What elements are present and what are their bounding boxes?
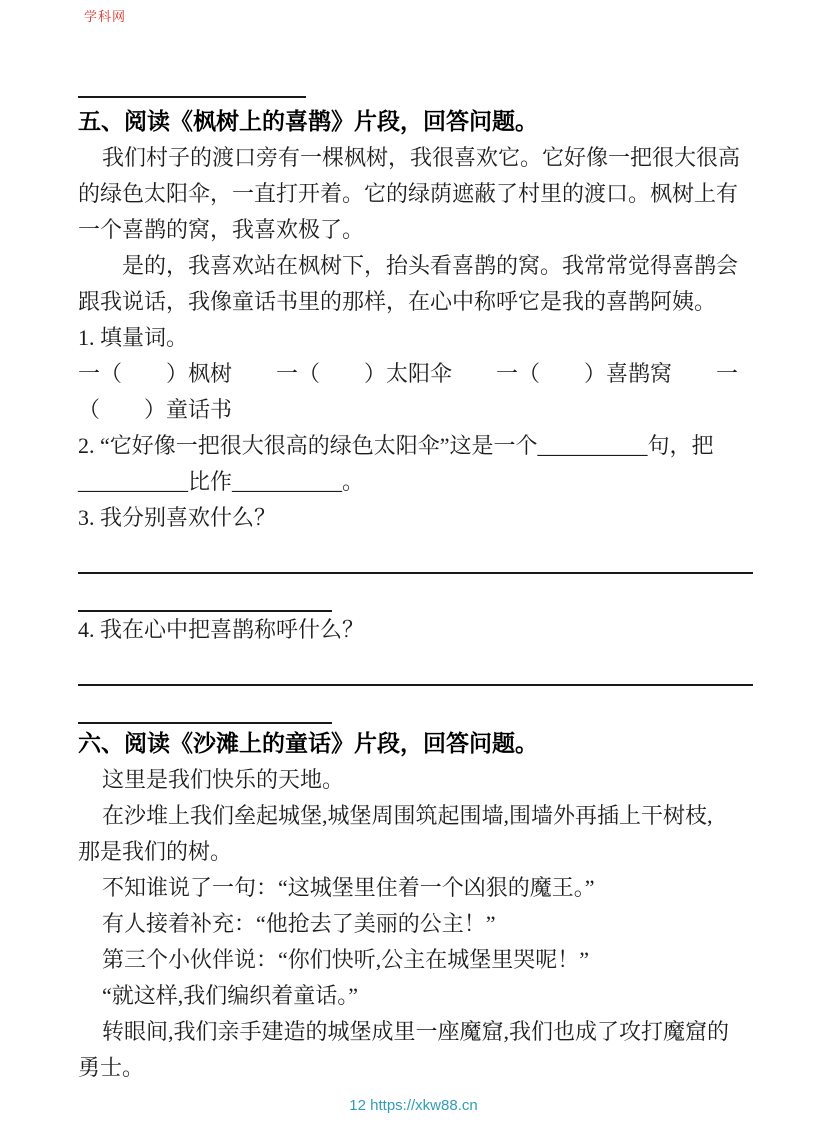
answer-blank-line-top — [78, 88, 306, 98]
section6-passage-line: 这里是我们快乐的天地。 — [102, 767, 345, 792]
answer-blank-line — [78, 574, 332, 612]
answer-blank-line — [78, 686, 332, 724]
section6-passage-line: 勇士。 — [78, 1055, 145, 1080]
section6-passage-line: 第三个小伙伴说：“你们快听,公主在城堡里哭呢！” — [102, 947, 590, 972]
section5-passage-line: 跟我说话，我像童话书里的那样，在心中称呼它是我的喜鹊阿姨。 — [78, 289, 717, 314]
section5-question2: 2. “它好像一把很大很高的绿色太阳伞”这是一个__________句，把 — [78, 433, 714, 458]
section6-passage-line: “就这样,我们编织着童话。” — [102, 983, 359, 1008]
page-footer-watermark: 12 https://xkw88.cn — [349, 1097, 478, 1114]
section6-passage-line: 在沙堆上我们垒起城堡,城堡周围筑起围墙,围墙外再插上干树枝, — [102, 803, 713, 828]
section5-passage-line: 是的，我喜欢站在枫树下，抬头看喜鹊的窝。我常常觉得喜鹊会 — [122, 253, 739, 278]
section6-passage-line: 那是我们的树。 — [78, 839, 233, 864]
section5-question1-items: 一（ ）枫树 一（ ）太阳伞 一（ ）喜鹊窝 一 — [78, 361, 739, 386]
answer-blank-line — [78, 648, 753, 686]
section5-passage-line: 我们村子的渡口旁有一棵枫树，我很喜欢它。它好像一把很大很高 — [102, 145, 741, 170]
section5-question3: 3. 我分别喜欢什么？ — [78, 505, 277, 530]
worksheet-content — [78, 88, 753, 1086]
section5-question1-items: （ ）童话书 — [78, 397, 233, 422]
section5-question4: 4. 我在心中把喜鹊称呼什么？ — [78, 617, 365, 642]
site-watermark: 学科网 — [84, 9, 127, 24]
section5-heading: 五、阅读《枫树上的喜鹊》片段，回答问题。 — [78, 109, 538, 134]
section6-heading: 六、阅读《沙滩上的童话》片段，回答问题。 — [78, 731, 538, 756]
section6-passage-line: 有人接着补充：“他抢去了美丽的公主！” — [102, 911, 496, 936]
section5-passage-line: 一个喜鹊的窝，我喜欢极了。 — [78, 217, 365, 242]
section6-passage-line: 不知谁说了一句：“这城堡里住着一个凶狠的魔王。” — [102, 875, 595, 900]
section5-question1-label: 1. 填量词。 — [78, 325, 189, 350]
section6-passage-line: 转眼间,我们亲手建造的城堡成里一座魔窟,我们也成了攻打魔窟的 — [102, 1019, 730, 1044]
section5-question2: __________比作__________。 — [78, 469, 365, 494]
answer-blank-line — [78, 536, 753, 574]
section5-passage-line: 的绿色太阳伞，一直打开着。它的绿荫遮蔽了村里的渡口。枫树上有 — [78, 181, 739, 206]
